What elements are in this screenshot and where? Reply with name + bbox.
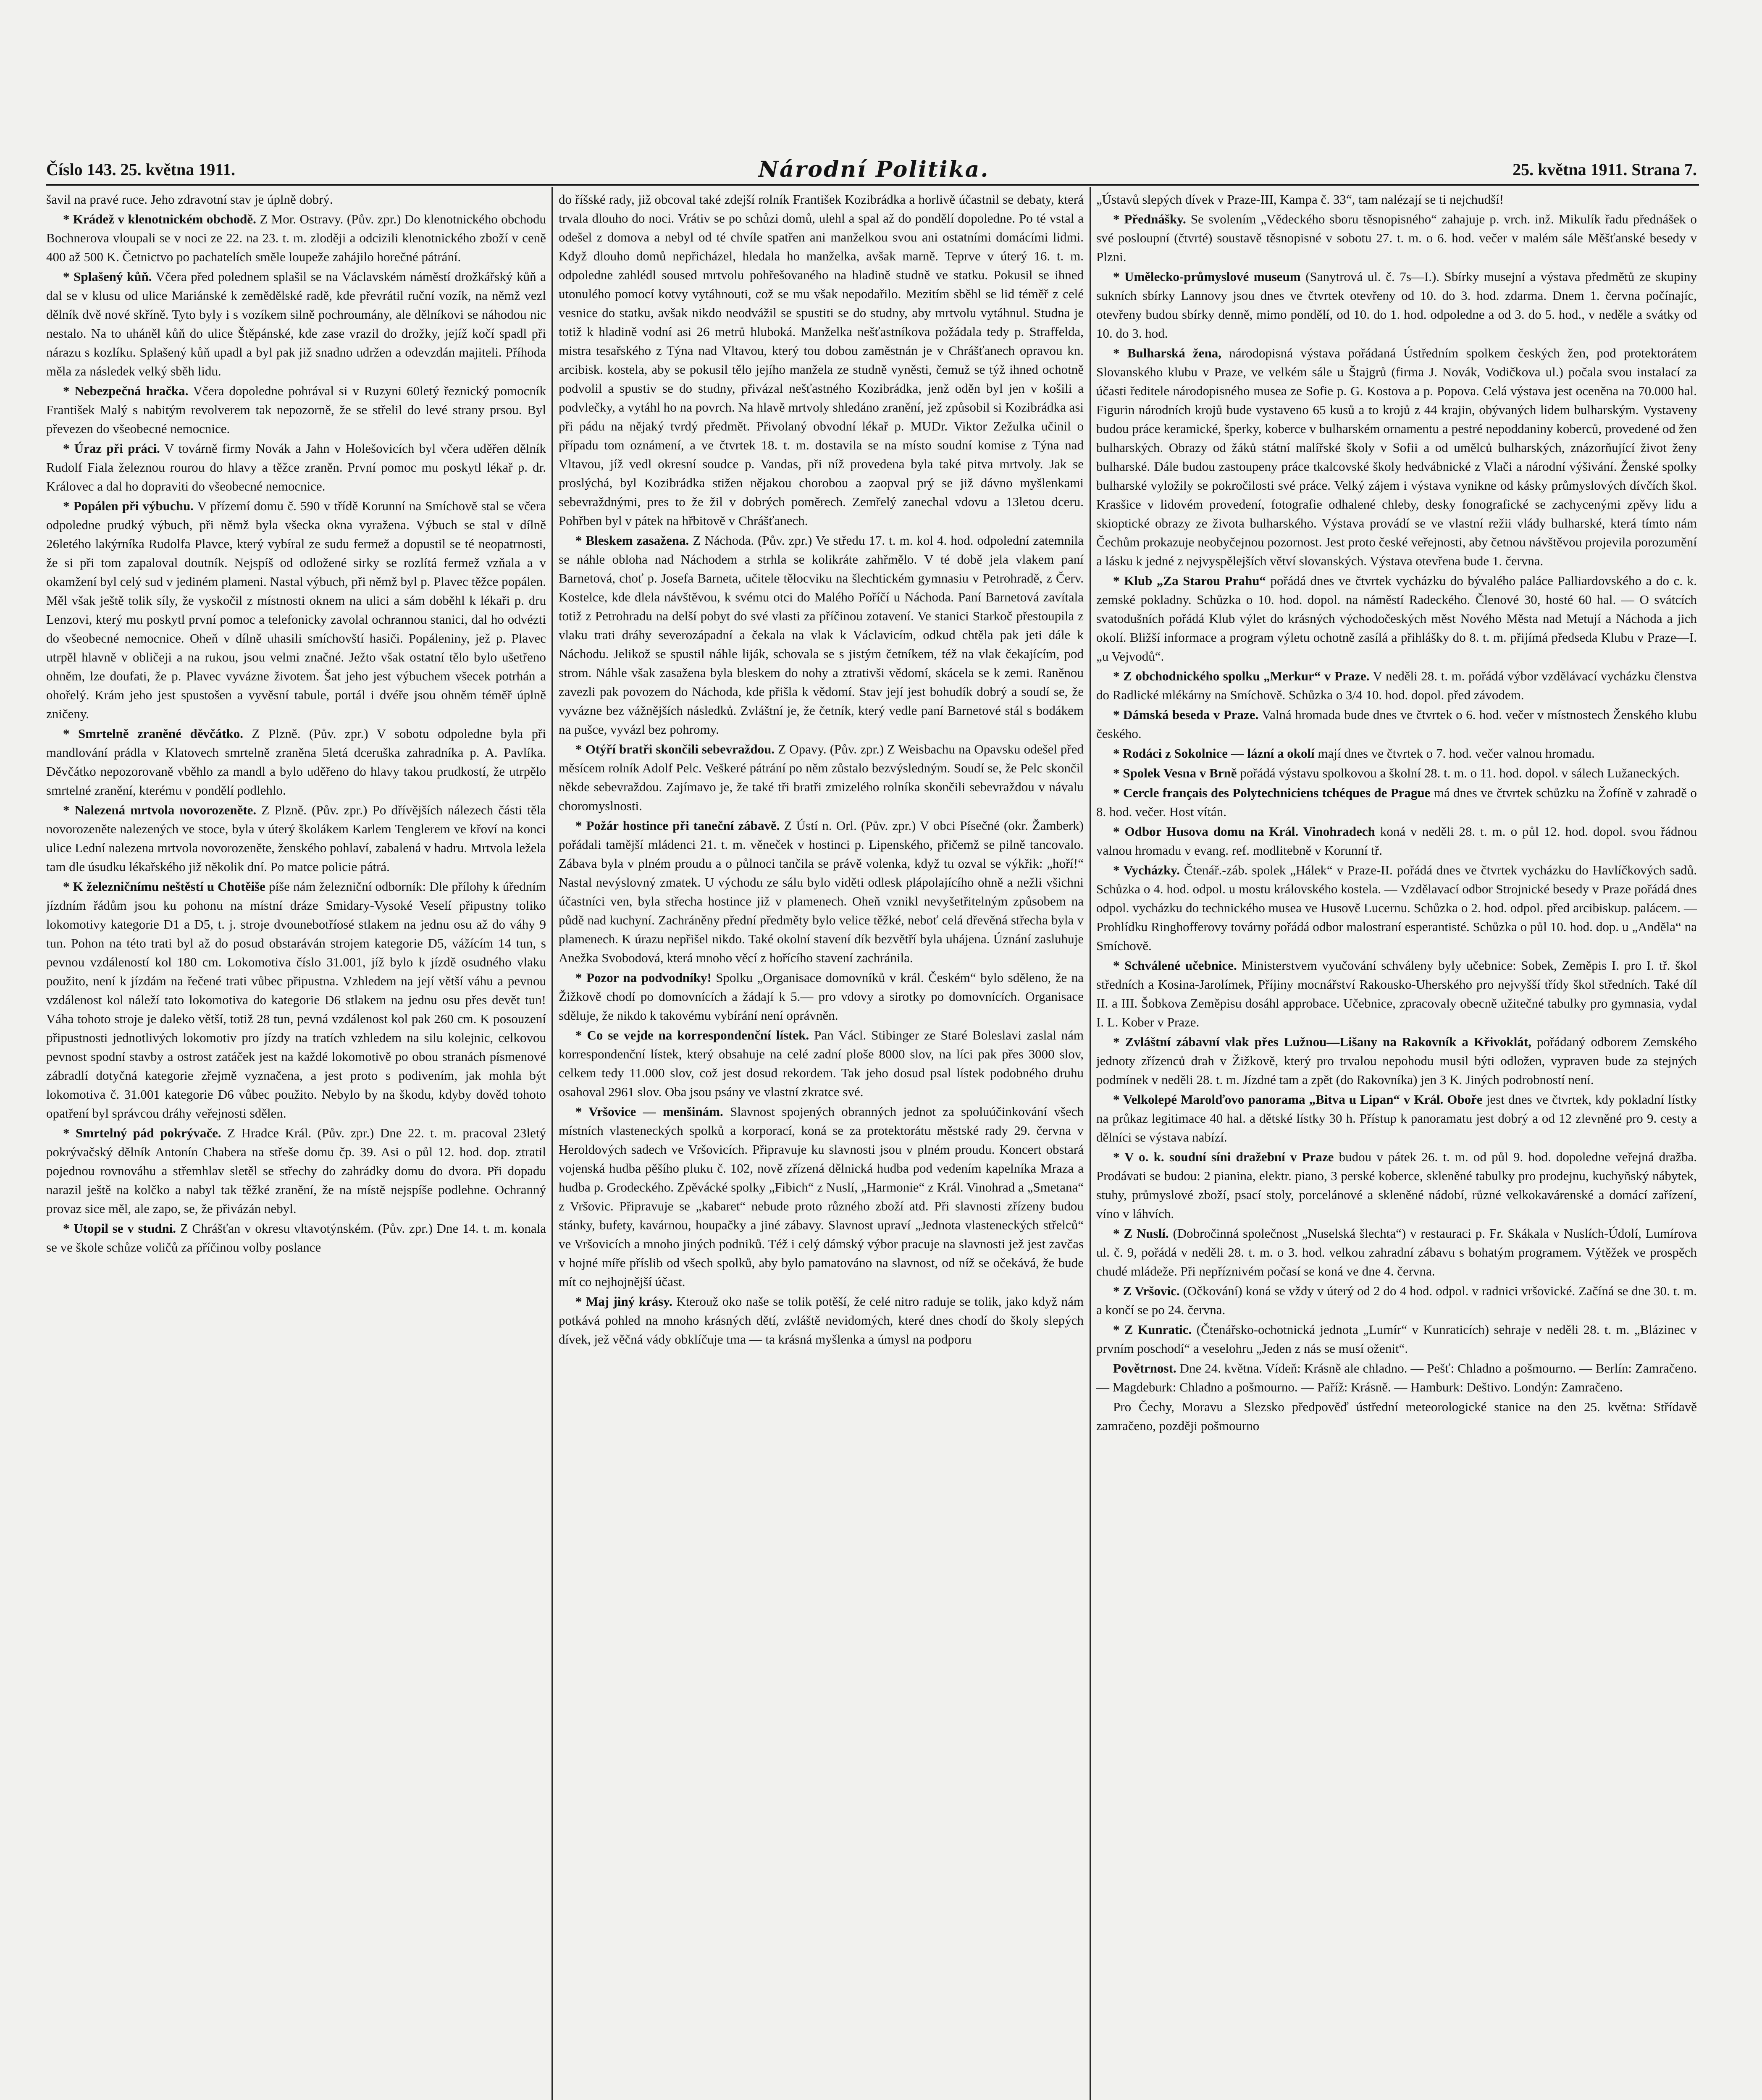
article-text: koná v neděli 28. t. m. o půl 12. hod. dopol. svou řádnou valnou hromadu v evang. ref. modlitebně v Korunní tř.	[1096, 824, 1697, 858]
article-text: „Ústavů slepých dívek v Praze-III, Kampa č. 33“, tam nalézají se ti nejchudší!	[1096, 192, 1504, 207]
article-text: Ministerstvem vyučování schváleny byly učebnice: Sobek, Zeměpis I. pro I. tř. škol středních a Kosina-Jarolímek, Příjiny mocnářství Rakousko-Uherského pro nejvyšší třídy škol středních. Také díl II. a III. Šobkova Zeměpisu dosáhl approbace. Učebnice, zpracovaly obecně užitečné tabulky pro gymnasia, vydal I. L. Kober v Praze.	[1096, 958, 1697, 1029]
article-heading: * Klub „Za Starou Prahu“	[1113, 573, 1266, 588]
column-2	[559, 190, 1084, 2100]
article-text: Z Mor. Ostravy. (Pův. zpr.) Do klenotnického obchodu Bochnerova vloupali se v noci ze 22. na 23. t. m. zloději a odcizili klenotnického zboží v ceně 400 až 500 K. Četnictvo po pachatelích směle loupeže zahájilo horečné pátrání.	[46, 212, 546, 264]
article-text: Z Ústí n. Orl. (Pův. zpr.) V obci Písečné (okr. Žamberk) pořádali tamější mládenci 21. t. m. věneček v hostinci p. Lipenského, přičemž se pilně tancovalo. Zábava byla v plném proudu a o půlnoci tančila se právě volenka, když tu ozval se výkřik: „hoří!“ Nastal nevýslovný zmatek. U východu ze sálu bylo viděti odlesk plápolajícího ohně a nežli všichni účastníci ven, byla střecha hostince již v plamenech. Oheň vznikl nevyšetřitelným způsobem na půdě nad kuchyní. Zachráněny přední předměty bylo velice těžké, neboť celá dřevěná střecha byla v plamenech. K úrazu nepřišel nikdo. Také okolní stavení dík bezvětří byla uhájena. Úznání zasluhuje Anežka Svobodová, která mnoho věcí z hořícího stavení zachránila.	[559, 818, 1084, 965]
article-paragraph	[1096, 783, 1697, 821]
article-paragraph	[1096, 1359, 1697, 1396]
article-text: (Očkování) koná se vždy v úterý od 2 do 4 hod. odpol. v radnici vršovické. Začíná se dne 30. t. m. a končí se po 24. června.	[1096, 1284, 1697, 1317]
article-heading: * K železničnímu neštěstí u Chotěiše	[63, 879, 265, 894]
article-heading: * Nalezená mrtvola novorozeněte.	[63, 803, 257, 817]
article-text: Z Plzně. (Pův. zpr.) Po dřívějších nálezech části těla novorozeněte nalezených ve stoce, byla v úterý školákem Karlem Tenglerem ve křoví na konci ulice Lední nalezena mrtvola novorozeněte, ženského pohlaví, zabalená v hadru. Mrtvola ležela tam dle úsudku lékařského již několik dní. Po matce policie pátrá.	[46, 803, 546, 874]
article-paragraph	[46, 496, 546, 723]
article-paragraph	[1096, 190, 1697, 209]
article-paragraph	[1096, 1281, 1697, 1319]
article-heading: * Z obchodnického spolku „Merkur“ v Praze.	[1113, 669, 1370, 683]
article-text: pořádá dnes ve čtvrtek vycházku do bývalého paláce Palliardovského a do c. k. zemské pokladny. Schůzka o 10. hod. dopol. na náměstí Radeckého. Členové 30, hosté 60 hal. — O svátcích svatodušních pořádá Klub výlet do krásných východočeských měst Nového Města nad Metují a Náchoda a jich okolí. Bližší informace a program výletu ochotně zasílá a přihlášky do 8. t. m. přijímá předseda Klubu v Praze—I. „u Vejvodů“.	[1096, 573, 1697, 664]
article-paragraph	[46, 801, 546, 876]
article-heading: * Smrtelný pád pokrývače.	[63, 1126, 221, 1140]
article-text: Z Náchoda. (Pův. zpr.) Ve středu 17. t. m. kol 4. hod. odpolední zatemnila se náhle obloha nad Náchodem a strhla se kolikráte zahřmělo. V té době jela vlakem paní Barnetová, choť p. Josefa Barneta, učitele tělocviku na šlechtickém gymnasiu v Petrohradě, z Červ. Kostelce, kde dlela návštěvou, k svému otci do Malého Poříčí u Náchoda. Paní Barnetová zavítala totiž z Petrohradu na delší pobyt do své vlasti za příčinou zotavení. Ve stanici Starkoč přestoupila z vlaku trati dráhy severozápadní a čekala na vlak k Václavicím, odkud chtěla pak jeti dále k Náchodu. Jelikož se spustil náhle liják, schovala se s jistým četníkem, též na vlak čekajícím, pod strom. Náhle však zasažena byla bleskem do nohy a ztrativši vědomí, skácela se k zemi. Raněnou zavezli pak povozem do Náchoda, kde přišla k vědomí. Stav její jest bohudík dobrý a soudí se, že vyvázne bez vážnějších následků. Zvláštní je, že četník, který vedle paní Barnetové stál s bodákem na pušce, vyvázl bez pohromy.	[559, 533, 1084, 737]
article-paragraph	[1096, 1147, 1697, 1223]
article-paragraph	[559, 816, 1084, 967]
article-paragraph	[46, 1124, 546, 1218]
article-paragraph	[559, 1026, 1084, 1101]
column-3	[1096, 190, 1697, 2100]
article-paragraph	[559, 968, 1084, 1025]
article-text: do říšské rady, již obcoval také zdejší rolník František Kozibrádka a horlivě účastnil se debaty, která trvala dlouho do noci. Vrátiv se po schůzi domů, ulehl a spal až do pondělí dopoledne. Po té vstal a odešel z domova a nebyl od té chvíle spatřen ani manželkou svou ani ostatními domácími lidmi. Když dlouho domů nepřicházel, hledala ho manželka, avšak marně. Teprve v úterý 16. t. m. odpoledne zahlédl soused mrtvolu pohřešovaného na hladině studně ve statku. Pokusil se ihned utonulého pomocí kotvy vytáhnouti, což se mu však nepodařilo. Mezitím sběhl se lid téměř z celé vesnice do statku, avšak nikdo neodvážil se spustiti se do studny, aby mrtvolu vytáhnul. Studna je totiž k hladině vodní asi 26 metrů hluboká. Manželka nešťastníkova požádala tedy p. Straffelda, mistra tesařského z Týna nad Vltavou, který tou dobou zaměstnán je v Chrášťanech opravou kn. arcibisk. kostela, aby se pokusil tělo jejího manžela ze studně vyněsti, čemuž se týž ihned ochotně podvolil a spustiv se do studny, přivázal nešťastného Kozibrádka, jenž oděn byl jen v košili a podvlečky, a vytáhl ho na povrch. Na hlavě mrtvoly shledáno zranění, jež způsobil si Kozibrádka asi při pádu na nějaký tvrdý předmět. Přivolaný obvodní lékař p. MUDr. Viktor Zežulka učinil o případu tom oznámení, a ve čtvrtek 18. t. m. dostavila se na místo soudní komise z Týna nad Vltavou, jíž vedl okresní soudce p. Vandas, při níž provedena byla také pitva mrtvoly. Jak se proslýchá, byl Kozibrádka stižen nějakou chorobou a zaopval prý se již dávno myšlenkami sebevraždnými, pres to že žil v dobrých poměrech. Zemřelý zanechal vdovu a 13letou dceru. Pohřben byl v pátek na hřbitově v Chrášťanech.	[559, 192, 1084, 528]
article-paragraph	[1096, 267, 1697, 343]
article-heading: * Bleskem zasažena.	[575, 533, 689, 548]
article-text: národopisná výstava pořádaná Ústředním spolkem českých žen, pod protektorátem Slovanského klubu v Praze, ve velkém sále u Štajgrů (firma J. Novák, Vodičkova ul.) počala svou instalací za účasti ředitele národopisného musea ze Sofie p. G. Kostova a p. Popova. Celá výstava jest oceněna na 70.000 hal. Figurin národních krojů bude vystaveno 65 kusů a to krojů z 44 krajin, obývaných lidem bulharským. Vystaveny budou práce keramické, šperky, koberce v bulharském ornamentu a pestré nepoddaniny koberců, provedené od žen bulharských. Obrazy od žáků státní malířské školy v Sofii a od umělců bulharských, znázorňující život ženy bulharské. Dále budou zastoupeny práce tkalcovské školy hedvábnické z Vlači a národní výšivání. Ženské spolky bulharské vyložily se pokročilosti své práce. Velký zájem i výstava vynikne od kásky průmyslových dívčích škol. Krasšice v lidovém provedení, fotografie odhalené chleby, desky fonografické se zachycenými zpěvy lidu a skioptické obrazy ze života bulharského. Výstava provádí se ve vlastní režii vlády bulharské, která tímto nám Čechům prokazuje neobyčejnou pozornost. Jest proto české veřejnosti, aby četnou návštěvou projevila porozumění a lásku k jedné z nejvyspělejších větví slovanských. Výstava otevřena bude 1. června.	[1096, 346, 1697, 568]
article-text: Se svolením „Vědeckého sboru těsnopisného“ zahajuje p. vrch. inž. Mikulík řadu přednášek o své posloupní (čtvrté) soustavě těsnopisné v sobotu 27. t. m. o 6. hod. večer v malém sále Měšťanské besedy v Plzni.	[1096, 212, 1697, 264]
article-text: Čtenář.-záb. spolek „Hálek“ v Praze-II. pořádá dnes ve čtvrtek vycházku do Havlíčkových sadů. Schůzka o 4. hod. odpol. u mostu královského kostela. — Vzdělavací odbor Strojnické besedy v Praze pořádá dnes odpol. vycházku do technického musea ve Husově Lucernu. Schůzka o 2. hod. odpol. před arcibiskup. palácem. — Prohlídku Ringhofferovy továrny pořádá odbor malostraní esperantisté. Schůzka o půl 10. hod. dop. u „Anděla“ na Smíchově.	[1096, 863, 1697, 953]
article-heading: * Velkolepé Marolďovo panorama „Bitva u Lipan“ v Král. Oboře	[1113, 1092, 1483, 1107]
article-text: Pan Václ. Stibinger ze Staré Boleslavi zaslal nám korrespondenční lístek, který obsahuje na celé zadní ploše 8000 slov, na líci pak přes 3000 slov, celkem tedy 11.000 slov, což jest dosud rekordem. Tak jeho dosud psal lístek podobného druhu osahoval 2961 slov. Oba jsou psány ve vlastní zkratce své.	[559, 1028, 1084, 1099]
article-paragraph	[46, 1219, 546, 1257]
article-paragraph	[1096, 705, 1697, 743]
article-text: Včera před polednem splašil se na Václavském náměstí drožkářský kůň a dal se v klusu od ulice Mariánské k zemědělské radě, kde převrátil ruční vozík, na němž vezl dělník dvě nové skříně. Tyto byly i s vozíkem silně pochroumány, ale dělníkovi se náhodou nic nestalo. Na to uháněl kůň do ulice Štěpánské, kde zase vrazil do drožky, jejíž kočí spadl při nárazu s kozlíku. Splašený kůň upadl a byl pak již snadno udržen a odevzdán majiteli. Příhoda měla za následek velký sběh lidu.	[46, 269, 546, 378]
article-heading: * Pozor na podvodníky!	[575, 970, 712, 985]
article-text: V přízemí domu č. 590 v třídě Korunní na Smíchově stal se včera odpoledne prudký výbuch, při němž byla všecka okna vyražena. Výbuch se stal v dílně 26letého lakýrníka Rudolfa Plavce, který vybíral ze sudu fermež a dopustil se té neopatrnosti, že si při tom zapaloval doutník. Nejspíš od odložené sirky se rozlítá fermež vzňala a v okamžení byl celý sud v jediném plameni. Nastal výbuch, při němž byl p. Plavec těžce popálen. Měl však ještě tolik síly, že vyskočil z místnosti oknem na ulici a sám doběhl k lékaři p. dru Lenzovi, který mu poskytl první pomoc a telefonicky zavolal ochrannou stanici, dal ho odvézti do všeobecné nemocnice. Oheň v dílně uhasili smíchovští hasiči. Popáleniny, jež p. Plavec utrpěl hlavně v obličeji a na rukou, jsou velmi značné. Ježto však ostatní tělo bylo ušetřeno ohněm, lze doufati, že p. Plavec vyvázne životem. Šat jeho jest výbuchem všecek potrhán a ohořelý. Krám jeho jest spustošen a vyvěsní tabule, portál i dvéře jsou ohněm téměř úplně zničeny.	[46, 499, 546, 721]
article-paragraph	[1096, 344, 1697, 570]
article-paragraph	[1096, 956, 1697, 1032]
article-paragraph	[46, 210, 546, 266]
article-text: šavil na pravé ruce. Jeho zdravotní stav je úplně dobrý.	[46, 192, 333, 207]
article-heading: * Krádež v klenotnickém obchodě.	[63, 212, 256, 226]
article-heading: * Z Nuslí.	[1113, 1226, 1169, 1241]
article-heading: * Splašený kůň.	[63, 269, 152, 284]
article-paragraph	[46, 190, 546, 209]
article-paragraph	[1096, 1090, 1697, 1147]
article-paragraph	[46, 724, 546, 800]
article-heading: * Smrtelně zraněné děvčátko.	[63, 726, 244, 741]
article-text: Včera dopoledne pohrával si v Ruzyni 60letý řeznický pomocník František Malý s nabitým revolverem tak nepozorně, že se střelil do levé strany prsou. Byl převezen do všeobecné nemocnice.	[46, 383, 546, 436]
article-heading: * Schválené učebnice.	[1113, 958, 1237, 973]
article-text: Kterouž oko naše se tolik potěší, že celé nitro raduje se tolik, jako když nám potkává pohled na mnoho krásných dětí, zvláště nevidomých, které dnes chodí do školy slepých dívek, jež věčná vády obklíčuje tma — ta krásná myšlenka a úmysl na podporu	[559, 1294, 1084, 1347]
column-separator	[1090, 187, 1091, 2100]
header-rule	[46, 184, 1699, 186]
article-heading: * Požár hostince při taneční zábavě.	[575, 818, 780, 833]
article-heading: * Bulharská žena,	[1113, 346, 1222, 360]
article-paragraph	[46, 267, 546, 381]
article-paragraph	[1096, 764, 1697, 782]
article-paragraph	[1096, 822, 1697, 860]
article-paragraph	[46, 877, 546, 1123]
article-text: Spolku „Organisace domovníků v král. Českém“ bylo sděleno, že na Žižkově chodí po domovnících a žádají k 5.— pro vdovy a sirotky po domovnících. Organisace sděluje, že nikdo k takovému vybírání není oprávněn.	[559, 970, 1084, 1023]
article-text: V neděli 28. t. m. pořádá výbor vzdělávací vycházku členstva do Radlické mlékárny na Smíchově. Schůzka o 3/4 10. hod. dopol. před závodem.	[1096, 669, 1697, 702]
article-heading: * Utopil se v studni.	[63, 1221, 176, 1236]
article-text: Slavnost spojených obranných jednot za spoluúčinkování všech místních vlasteneckých spolků a korporací, koná se za protektorátu městské rady 29. června v Heroldových sadech ve Vršovicích. Připravuje ku slavnosti jsou v plném proudu. Koncert obstará vojenská hudba pěšího pluku č. 102, nově zřízená dělnická hudba pod vedením kapelníka Mraza a hudba p. Grodeckého. Zpěvácké spolky „Fibich“ z Nuslí, „Harmonie“ z Král. Vinohrad a „Smetana“ z Vršovic. Připravuje se „kabaret“ nebude proto různého zboží atd. Při slavnosti zřízeny budou stánky, bufety, kavárnou, houpačky a jiné zábavy. Slavnost upraví „Jednota vlasteneckých střelců“ ve Vršovicích a mnoho jiných podniků. Též i celý dámský výbor pracuje na slavnosti jež jest zavčas v hojné míře příslib od všech spolků, aby bylo pamatováno na slavnost, od níž se očekává, že bude mít co nejhojnější účast.	[559, 1104, 1084, 1289]
article-heading: * Z Kunratic.	[1113, 1322, 1192, 1337]
article-heading: * Otýří bratři skončili sebevraždou.	[575, 742, 775, 756]
article-heading: * Úraz při práci.	[63, 441, 160, 456]
article-text: má dnes ve čtvrtek schůzku na Žofíně v zahradě o 8. hod. večer. Host vítán.	[1096, 785, 1697, 819]
article-paragraph	[1096, 1397, 1697, 1435]
article-text: Z Plzně. (Pův. zpr.) V sobotu odpoledne byla při mandlování prádla v Klatovech smrtelně zraněna 5letá dceruška zahradníka p. A. Pavlíka. Děvčátko nepozorovaně vběhlo za mandl a bylo uděřeno do hlavy takou prudkostí, že utrpělo smrtelné zranění, kterému v pondělí podlehlo.	[46, 726, 546, 798]
article-text: V továrně firmy Novák a Jahn v Holešovicích byl včera uděřen dělník Rudolf Fiala železnou rourou do hlavy a těžce zraněn. První pomoc mu poskytl lékař p. dr. Královec a dal ho dopraviti do všeobecné nemocnice.	[46, 441, 546, 494]
article-heading: * Co se vejde na korrespondenční lístek.	[575, 1028, 809, 1042]
article-heading: * Rodáci z Sokolnice — lázní a okolí	[1113, 746, 1315, 761]
article-heading: * Umělecko-průmyslové museum	[1113, 269, 1301, 284]
article-heading: * Přednášky.	[1113, 212, 1186, 226]
date-page-info: 25. května 1911. Strana 7.	[1513, 160, 1697, 179]
article-text: Z Hradce Král. (Pův. zpr.) Dne 22. t. m. pracoval 23letý pokrývačský dělník Antonín Chabera na střeše domu čp. 39. Asi o půl 12. hod. dop. ztratil pojednou rovnováhu a střemhlav sletěl se střechy do zahrádky domu do dvora. Při dopadu narazil ještě na kolčko a nabyl tak těžké zranění, že na místě nejspíše podlehne. Ochranný provaz sice měl, ale zapo, se, že přivázán nebyl.	[46, 1126, 546, 1216]
article-paragraph	[1096, 571, 1697, 666]
article-heading: * Odbor Husova domu na Král. Vinohradech	[1113, 824, 1375, 839]
article-text: (Sanytrová ul. č. 7s—I.). Sbírky musejní a výstava předmětů ze skupiny sukních sbírky Lannovy jsou dnes ve čtvrtek otevřeny od 10. do 3. hod. zdarma. Dnem 1. června počínajíc, otevřeny budou sbírky denně, mimo pondělí, od 10. do 1. hod. odpoledne a od 3. do 5. hod., v neděle a svátky od 10. do 3. hod.	[1096, 269, 1697, 341]
article-heading: * Zvláštní zábavní vlak přes Lužnou—Lišany na Rakovník a Křivoklát,	[1113, 1034, 1531, 1049]
article-text: jest dnes ve čtvrtek, kdy pokladní lístky na průkaz legitimace 40 hal. a dětské lístky 30 h. Přístup k panoramatu jest dobrý a od 12 zlevněné pro 9. cesty a dělníci se výstava nabízí.	[1096, 1092, 1697, 1144]
article-heading: * V o. k. soudní síni dražební v Praze	[1113, 1150, 1334, 1164]
article-text: pořádaný odborem Zemského jednoty zřízenců drah v Žižkově, který pro trvalou nepohodu musil býti odložen, vypraven bude za stejných podmínek v neděli 28. t. m. Jízdné tam a zpět (do Rakovníka) jen 3 K. Jiných podrobností není.	[1096, 1034, 1697, 1087]
article-heading: * Z Vršovic.	[1113, 1284, 1180, 1298]
article-text: Pro Čechy, Moravu a Slezsko předpověď ústřední meteorologické stanice na den 25. května: Střídavě zamračeno, později pošmourno	[1096, 1399, 1697, 1433]
article-heading: * Popálen při výbuchu.	[63, 499, 194, 513]
article-heading: Povětrnost.	[1113, 1361, 1176, 1376]
article-paragraph	[1096, 667, 1697, 704]
issue-info: Číslo 143. 25. května 1911.	[46, 160, 236, 179]
article-text: Z Opavy. (Pův. zpr.) Z Weisbachu na Opavsku odešel před měsícem rolník Adolf Pelc. Veškeré pátrání po něm zůstalo bezvýsledným. Soudí se, že Pelc skončil někde sebevraždou. Zajímavo je, že také tři bratři zmizelého rolníka skončili sebevraždou v návalu choromyslnosti.	[559, 742, 1084, 813]
article-text: Z Chrášťan v okresu vltavotýnském. (Pův. zpr.) Dne 14. t. m. konala se ve škole schůze voličů za příčinou volby poslance	[46, 1221, 546, 1255]
article-paragraph	[1096, 1224, 1697, 1281]
article-text: budou v pátek 26. t. m. od půl 9. hod. dopoledne veřejná dražba. Prodávati se budou: 2 pianina, elektr. piano, 3 perské koberce, skleněné tabulky pro prodejnu, kuchyňský nábytek, stuhy, průmyslové zboží, psací stoly, porcelánové a skleněné nádobí, různé velkokavárenské a domácí zařízení, víno v láhvích.	[1096, 1150, 1697, 1221]
column-1	[46, 190, 546, 2100]
article-heading: * Vršovice — menšinám.	[575, 1104, 723, 1119]
article-paragraph	[559, 740, 1084, 815]
article-text: Dne 24. května. Vídeň: Krásně ale chladno. — Pešť: Chladno a pošmourno. — Berlín: Zamračeno. — Magdeburk: Chladno a pošmourno. — Paříž: Krásně. — Hamburk: Deštivo. Londýn: Zamračeno.	[1096, 1361, 1697, 1394]
article-heading: * Nebezpečná hračka.	[63, 383, 189, 398]
article-text: (Čtenářsko-ochotnická jednota „Lumír“ v Kunraticích) sehraje v neděli 28. t. m. „Blázinec v prvním poschodí“ a veselohru „Jeden z nás se musí oženit“.	[1096, 1322, 1697, 1356]
article-heading: * Cercle français des Polytechniciens tchéques de Prague	[1113, 785, 1431, 800]
article-heading: * Dámská beseda v Praze.	[1113, 707, 1259, 722]
article-text: píše nám železniční odborník: Dle přílohy k úředním jízdním řádům jsou ku pohonu na místní dráze Smidary-Vysoké Veselí připustny toliko lokomotivy kategorie D1 a D5, t. j. stroje dvounebotříosé stlakem na jednu osu až do váhy 9 tun. Pohon na této trati byl až do posud obstaráván strojem kategorie D5, vážícím 14 tun, s pevnou vzdáleností kol 180 cm. Lokomotiva číslo 31.001, jíž bylo k jízdě osudného vlaku použito, není k jízdám na řečené trati vůbec připustna. Vzhledem na její větší váhu a pevnou vzdálenost kol náleží tato lokomotiva do kategorie D6 stlakem na jednu osu přes devět tun! Váha tohoto stroje je daleko větší, totiž 28 tun, pevná vzdálenost kol pak 260 cm. K posouzení připustnosti jednotlivých lokomotiv pro jízdy na tratích vzhledem na silu kolejnic, celkovou pevnost spodní stavby a ostrost zatáček jest na každé lokomotivě po obou stranách písmenové zábradlí dotyčná kategorie zřejmě vyznačena, a jest proto s podivením, jak mohla být lokomotiva č. 31.001 kategorie D6 vůbec použito. Nebylo by na škodu, kdyby dověd tohoto opatření byl správcou dráhy veřejnosti sdělen.	[46, 879, 546, 1121]
article-text: mají dnes ve čtvrtek o 7. hod. večer valnou hromadu.	[1318, 746, 1595, 761]
article-heading: * Spolek Vesna v Brně	[1113, 766, 1237, 780]
article-paragraph	[46, 381, 546, 438]
page-header	[46, 155, 1697, 184]
column-separator	[551, 187, 553, 2100]
article-text: Valná hromada bude dnes ve čtvrtek o 6. hod. večer v místnostech Ženského klubu českého.	[1096, 707, 1697, 741]
article-paragraph	[559, 1102, 1084, 1291]
article-paragraph	[559, 1292, 1084, 1349]
article-paragraph	[559, 531, 1084, 739]
masthead: Národní Politika.	[758, 156, 990, 182]
article-heading: * Vycházky.	[1113, 863, 1180, 877]
article-paragraph	[1096, 210, 1697, 266]
article-paragraph	[1096, 1032, 1697, 1089]
article-text: (Dobročinná společnost „Nuselská šlechta“) v restauraci p. Fr. Skákala v Nuslích-Údolí, Lumírova ul. č. 9, pořádá v neděli 28. t. m. o 3. hod. velkou zahradní zábavu s bohatým programem. Výtěžek ve prospěch chudé mládeže. Při nepříznivém počasí se koná ve dne 4. června.	[1096, 1226, 1697, 1278]
article-heading: * Maj jiný krásy.	[575, 1294, 672, 1309]
article-text: pořádá výstavu spolkovou a školní 28. t. m. o 11. hod. dopol. v sálech Lužaneckých.	[1240, 766, 1680, 780]
article-paragraph	[46, 439, 546, 496]
article-paragraph	[559, 190, 1084, 530]
article-paragraph	[1096, 861, 1697, 955]
article-paragraph	[1096, 1320, 1697, 1358]
article-paragraph	[1096, 744, 1697, 763]
